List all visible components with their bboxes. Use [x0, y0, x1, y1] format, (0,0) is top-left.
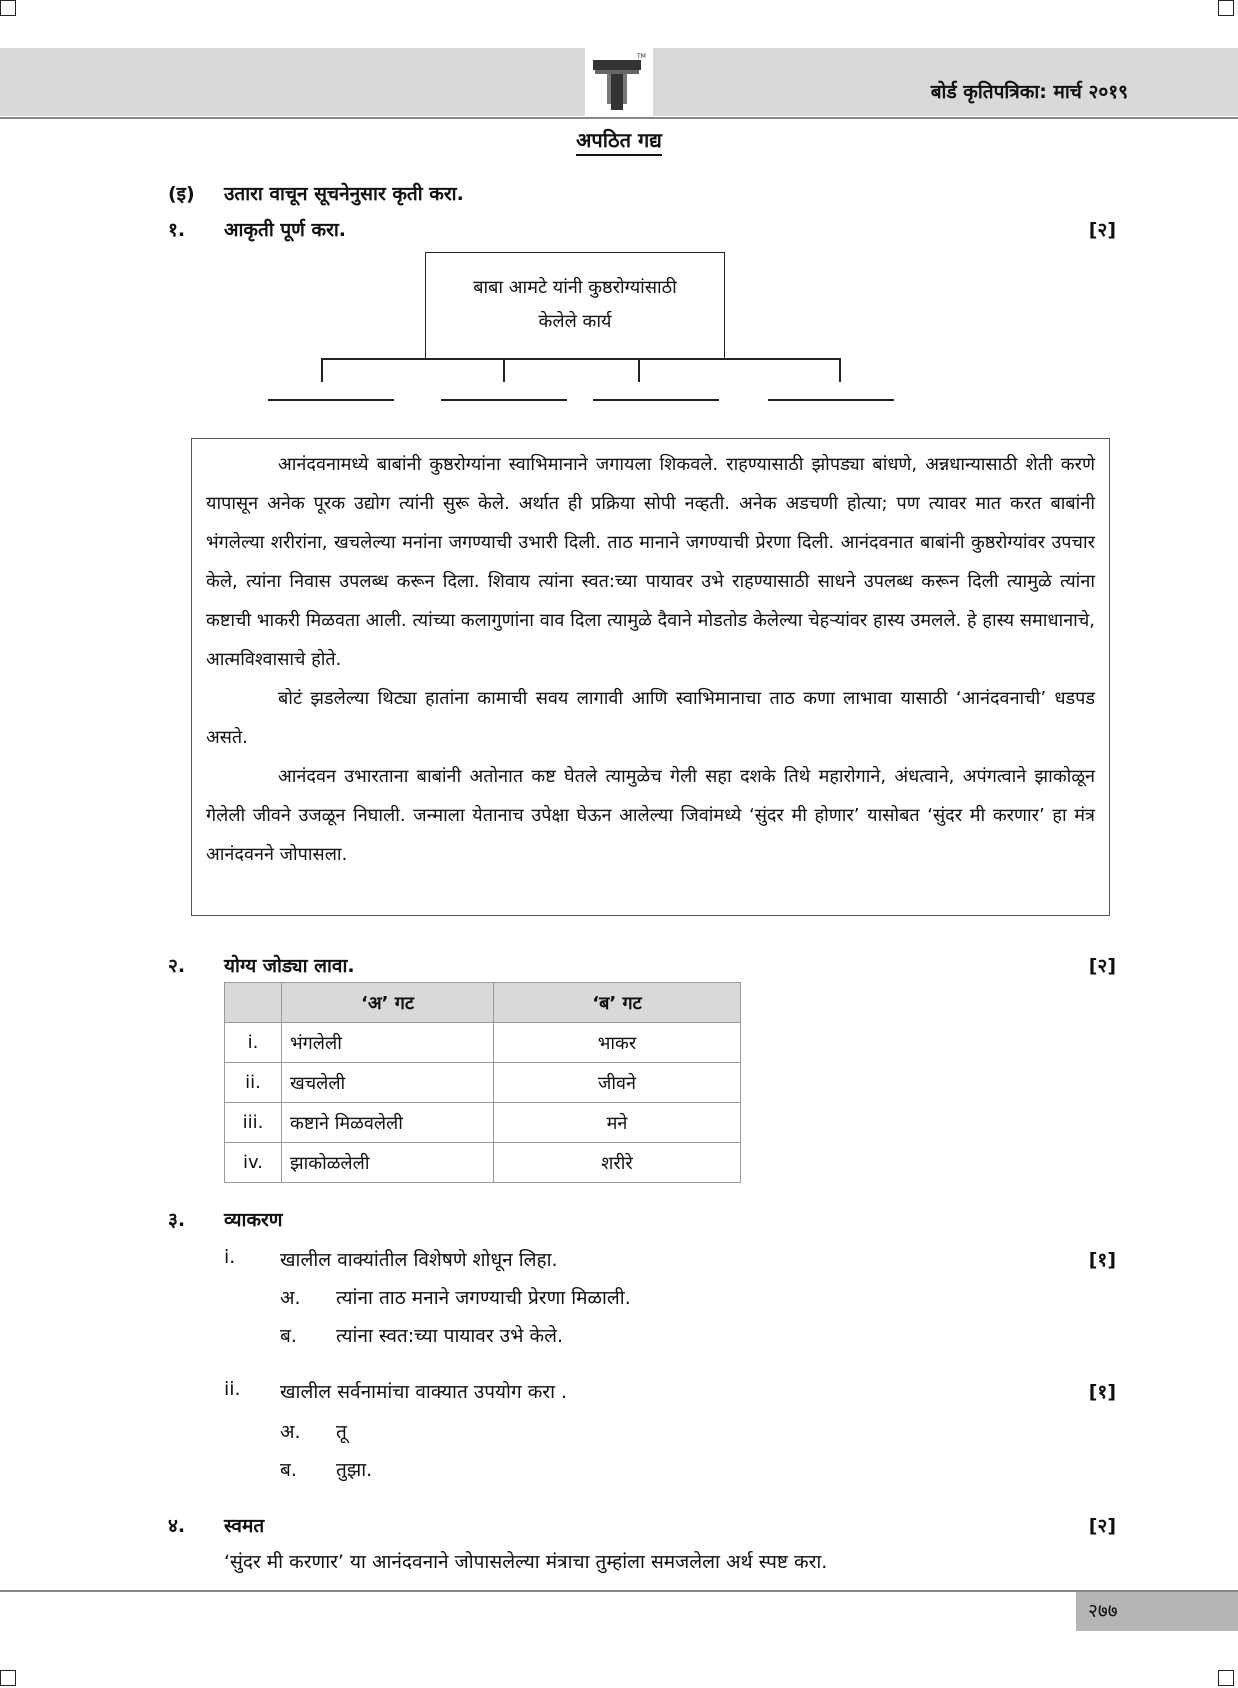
- column-a-cell: खचलेली: [282, 1063, 494, 1103]
- row-number: iv.: [225, 1143, 282, 1183]
- passage-paragraph-1: आनंदवनामध्ये बाबांनी कुष्ठरोग्यांना स्वाभिमानाने जगायला शिकवले. राहण्यासाठी झोपड्या बांधणे, अन्नधान्यासाठी शेती करणे यापासून अनेक पूरक उद्योग त्यांनी सुरू केले. अर्थात ही प्रक्रिया सोपी नव्हती. अनेक अडचणी होत्या; पण त्यावर मात करत बाबांनी भंगलेल्या शरीरांना, खचलेल्या मनांना जगण्याची उभारी दिली. ताठ मानाने जगण्याची प्रेरणा दिली. आनंदवनात बाबांनी कुष्ठरोग्यांवर उपचार केले, त्यांना निवास उपलब्ध करून दिला. शिवाय त्यांना स्वत:च्या पायावर उभे राहण्यासाठी साधने उपलब्ध करून दिली त्यामुळे त्यांना कष्टाची भाकरी मिळवता आली. त्यांच्या कलागुणांना वाव दिला त्यामुळे दैवाने मोडतोड केलेल्या चेहऱ्यांवर हास्य उमलले. हे हास्य समाधानाचे, आत्मविश्वासाचे होते.: [206, 454, 1095, 670]
- diagram-label-line2: केलेले कार्य: [538, 311, 612, 332]
- q3-sub2-a-text: तू: [336, 1421, 347, 1443]
- q1-marks: [२]: [1088, 219, 1116, 241]
- column-b-cell: मने: [494, 1103, 741, 1143]
- instruction-text: उतारा वाचून सूचनेनुसार कृती करा.: [224, 183, 464, 205]
- diagram-label-line1: बाबा आमटे यांनी कुष्ठरोग्यांसाठी: [473, 277, 677, 298]
- answer-blank: [268, 399, 394, 401]
- diagram-branch-tick: [839, 358, 841, 382]
- match-pairs-table: [224, 982, 741, 1183]
- footer-divider: [0, 1590, 1238, 1592]
- q3-sub1-b-label: ब.: [280, 1325, 297, 1347]
- passage-paragraph-3: आनंदवन उभारताना बाबांनी अतोनात कष्ट घेतले त्यामुळेच गेली सहा दशके तिथे महारोगाने, अंधत्वाने, अपंगत्वाने झाकोळून गेलेली जीवने उजळून निघाली. जन्माला येतानाच उपेक्षा घेऊन आलेल्या जिवांमध्ये ‘सुंदर मी होणार’ यासोबत ‘सुंदर मी करणार’ हा मंत्र आनंदवनने जोपासला.: [206, 766, 1095, 865]
- q3-number: ३.: [168, 1209, 186, 1231]
- table-row: [225, 1063, 741, 1103]
- diagram-branch-tick: [503, 358, 505, 382]
- q3-sub1-text: खालील वाक्यांतील विशेषणे शोधून लिहा.: [280, 1249, 558, 1271]
- diagram-branch-line: [321, 358, 840, 360]
- column-a-cell: झाकोळलेली: [282, 1143, 494, 1183]
- column-a-cell: भंगलेली: [282, 1023, 494, 1063]
- column-b-header: ‘ब’ गट: [494, 983, 741, 1023]
- answer-blank: [768, 399, 894, 401]
- answer-blank: [441, 399, 567, 401]
- q3-sub2-b-text: तुझा.: [336, 1459, 373, 1481]
- q4-question: ‘सुंदर मी करणार’ या आनंदवनाने जोपासलेल्या मंत्राचा तुम्हांला समजलेला अर्थ स्पष्ट करा.: [224, 1551, 828, 1573]
- q3-sub2-b-label: ब.: [280, 1459, 297, 1481]
- instruction-label: (इ): [168, 183, 195, 205]
- q4-marks: [२]: [1088, 1515, 1116, 1537]
- table-header-cell: [225, 983, 282, 1023]
- header-divider: [0, 117, 1238, 119]
- board-paper-title: बोर्ड कृतिपत्रिका: मार्च २०१९: [930, 81, 1128, 103]
- q3-sub1-number: i.: [224, 1246, 236, 1268]
- column-a-cell: कष्टाने मिळवलेली: [282, 1103, 494, 1143]
- table-row: [225, 1103, 741, 1143]
- q3-sub1-a-label: अ.: [280, 1287, 301, 1309]
- section-title-text: अपठित गद्य: [576, 128, 662, 156]
- q3-sub2-marks: [१]: [1088, 1381, 1116, 1403]
- passage-paragraph-2: बोटं झडलेल्या थिट्या हातांना कामाची सवय लागावी आणि स्वाभिमानाचा ताठ कणा लाभावा यासाठी ‘आनंदवनाची’ धडपड असते.: [206, 688, 1095, 748]
- crop-mark-bottom-left: [0, 1670, 16, 1686]
- row-number: iii.: [225, 1103, 282, 1143]
- crop-mark-top-left: [0, 0, 16, 16]
- passage-box: [191, 438, 1110, 916]
- diagram-central-box: [425, 252, 725, 360]
- table-row: [225, 1023, 741, 1063]
- column-b-cell: शरीरे: [494, 1143, 741, 1183]
- logo-t-icon: [585, 48, 653, 116]
- publisher-logo: [585, 48, 653, 116]
- q3-sub1-b-text: त्यांना स्वत:च्या पायावर उभे केले.: [336, 1325, 563, 1347]
- table-row: [225, 1143, 741, 1183]
- table-header-row: [225, 983, 741, 1023]
- answer-blank: [593, 399, 719, 401]
- q3-sub1-a-text: त्यांना ताठ मनाने जगण्याची प्रेरणा मिळाली.: [336, 1287, 631, 1309]
- crop-mark-top-right: [1218, 0, 1234, 16]
- row-number: i.: [225, 1023, 282, 1063]
- diagram-branch-tick: [321, 358, 323, 382]
- crop-mark-bottom-right: [1218, 1670, 1234, 1686]
- column-b-cell: भाकर: [494, 1023, 741, 1063]
- diagram-branch-tick: [638, 358, 640, 382]
- column-b-cell: जीवने: [494, 1063, 741, 1103]
- q3-sub2-text: खालील सर्वनामांचा वाक्यात उपयोग करा .: [280, 1381, 568, 1403]
- q1-number: १.: [168, 219, 186, 241]
- page-number: २७७: [1076, 1592, 1238, 1631]
- column-a-header: ‘अ’ गट: [282, 983, 494, 1023]
- q3-sub1-marks: [१]: [1088, 1249, 1116, 1271]
- q1-text: आकृती पूर्ण करा.: [224, 219, 347, 241]
- section-title: [0, 126, 1238, 153]
- q4-number: ४.: [168, 1515, 186, 1537]
- row-number: ii.: [225, 1063, 282, 1103]
- q4-text: स्वमत: [224, 1515, 265, 1537]
- q2-marks: [२]: [1088, 955, 1116, 977]
- q2-number: २.: [168, 955, 186, 977]
- svg-text:TM: TM: [637, 53, 646, 60]
- q3-text: व्याकरण: [224, 1209, 283, 1231]
- q3-sub2-number: ii.: [224, 1378, 241, 1400]
- q2-text: योग्य जोड्या लावा.: [224, 955, 355, 977]
- q3-sub2-a-label: अ.: [280, 1421, 301, 1443]
